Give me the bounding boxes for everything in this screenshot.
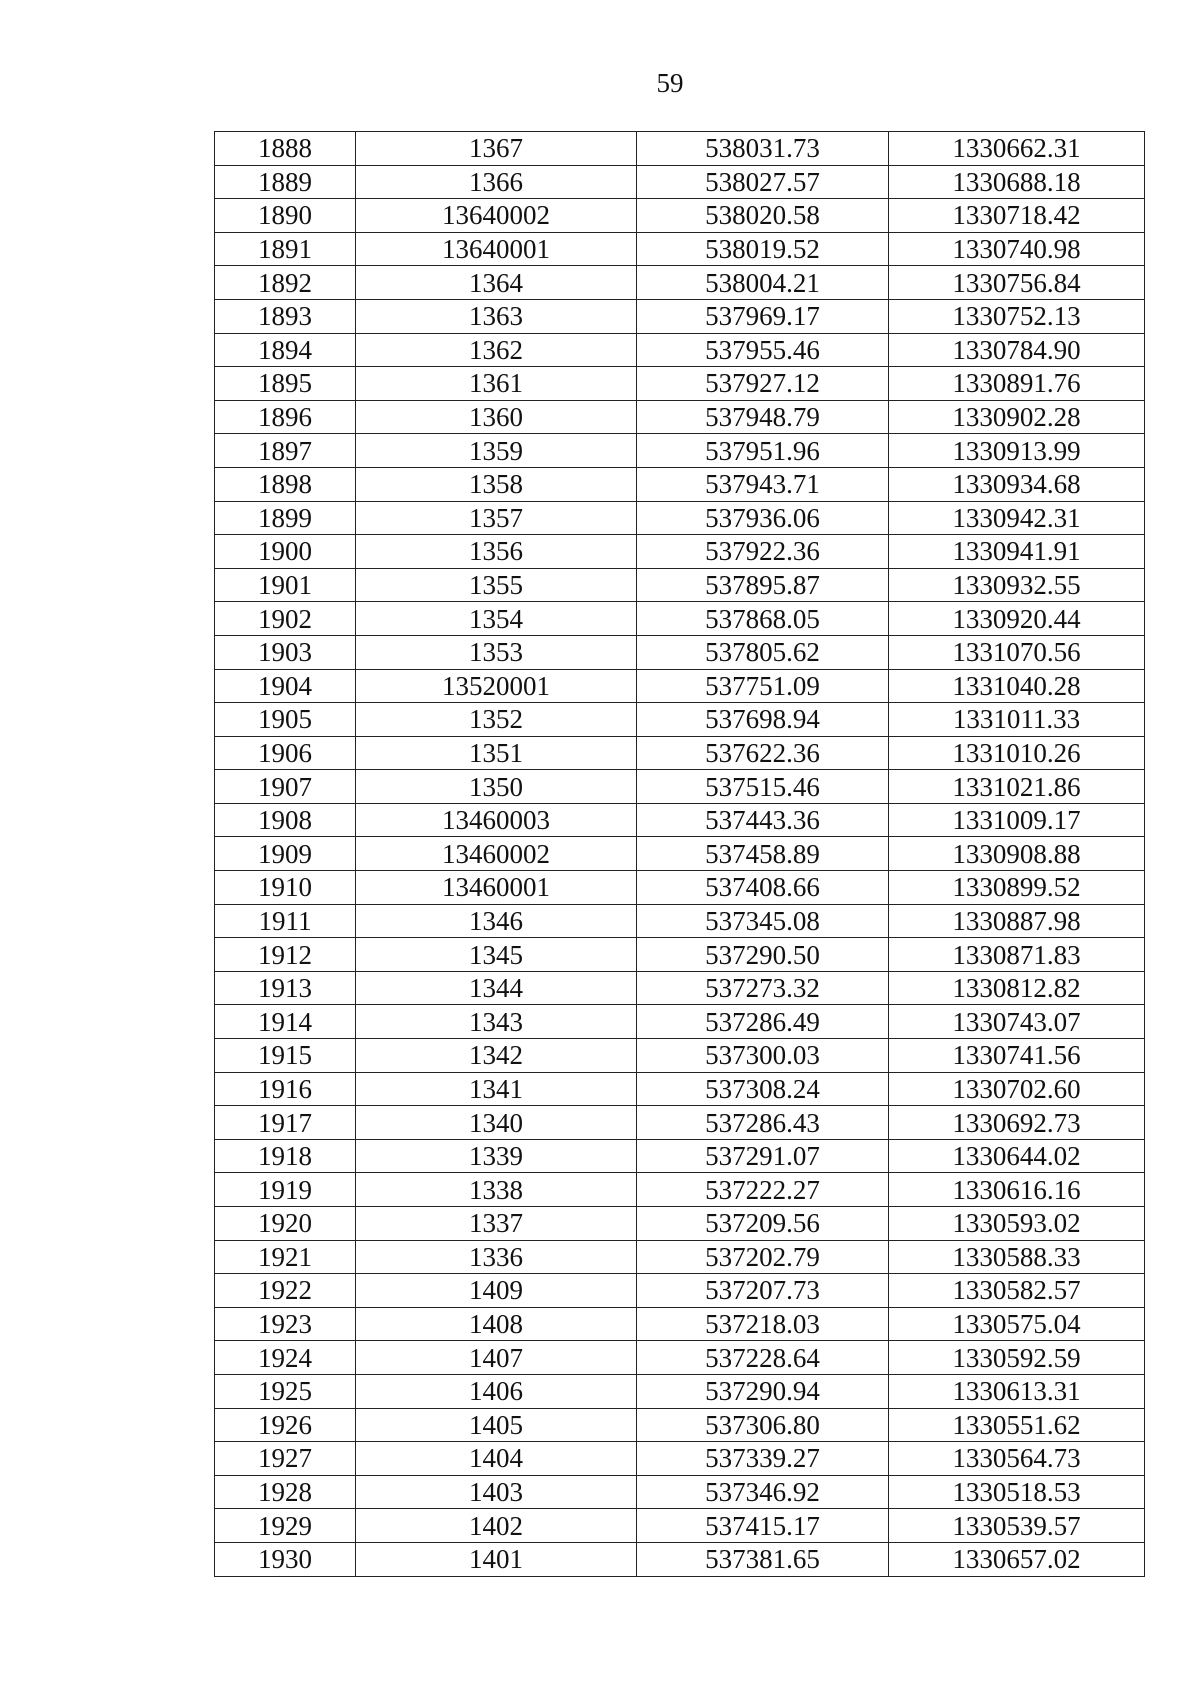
table-row xyxy=(215,1374,1145,1408)
row-number-cell: 1889 xyxy=(215,165,356,199)
y-coordinate-cell: 1330899.52 xyxy=(889,871,1145,905)
table-row xyxy=(215,1106,1145,1140)
table-row xyxy=(215,165,1145,199)
row-number-cell: 1926 xyxy=(215,1408,356,1442)
table-row xyxy=(215,535,1145,569)
x-coordinate-cell: 537951.96 xyxy=(637,434,889,468)
row-number-cell: 1925 xyxy=(215,1374,356,1408)
x-coordinate-cell: 537868.05 xyxy=(637,602,889,636)
point-id-cell: 1364 xyxy=(356,266,637,300)
row-number-cell: 1893 xyxy=(215,299,356,333)
x-coordinate-cell: 537751.09 xyxy=(637,669,889,703)
y-coordinate-cell: 1330616.16 xyxy=(889,1173,1145,1207)
y-coordinate-cell: 1330613.31 xyxy=(889,1374,1145,1408)
row-number-cell: 1891 xyxy=(215,232,356,266)
row-number-cell: 1906 xyxy=(215,736,356,770)
table-row xyxy=(215,400,1145,434)
y-coordinate-cell: 1330908.88 xyxy=(889,837,1145,871)
table-row xyxy=(215,1408,1145,1442)
point-id-cell: 1366 xyxy=(356,165,637,199)
point-id-cell: 1336 xyxy=(356,1240,637,1274)
row-number-cell: 1915 xyxy=(215,1039,356,1073)
table-row xyxy=(215,1509,1145,1543)
coordinates-table xyxy=(214,131,1145,1577)
row-number-cell: 1920 xyxy=(215,1207,356,1241)
x-coordinate-cell: 537515.46 xyxy=(637,770,889,804)
table-row xyxy=(215,1307,1145,1341)
point-id-cell: 1403 xyxy=(356,1475,637,1509)
x-coordinate-cell: 537290.94 xyxy=(637,1374,889,1408)
table-row xyxy=(215,904,1145,938)
table-row xyxy=(215,1139,1145,1173)
row-number-cell: 1922 xyxy=(215,1274,356,1308)
point-id-cell: 13460003 xyxy=(356,803,637,837)
y-coordinate-cell: 1331011.33 xyxy=(889,703,1145,737)
y-coordinate-cell: 1331010.26 xyxy=(889,736,1145,770)
x-coordinate-cell: 537969.17 xyxy=(637,299,889,333)
table-row xyxy=(215,1207,1145,1241)
y-coordinate-cell: 1330644.02 xyxy=(889,1139,1145,1173)
row-number-cell: 1923 xyxy=(215,1307,356,1341)
table-row xyxy=(215,703,1145,737)
row-number-cell: 1888 xyxy=(215,132,356,166)
y-coordinate-cell: 1330662.31 xyxy=(889,132,1145,166)
y-coordinate-cell: 1330741.56 xyxy=(889,1039,1145,1073)
x-coordinate-cell: 537927.12 xyxy=(637,367,889,401)
table-row xyxy=(215,938,1145,972)
y-coordinate-cell: 1331021.86 xyxy=(889,770,1145,804)
point-id-cell: 1358 xyxy=(356,467,637,501)
point-id-cell: 1341 xyxy=(356,1072,637,1106)
table-row xyxy=(215,971,1145,1005)
row-number-cell: 1894 xyxy=(215,333,356,367)
row-number-cell: 1907 xyxy=(215,770,356,804)
row-number-cell: 1910 xyxy=(215,871,356,905)
x-coordinate-cell: 538027.57 xyxy=(637,165,889,199)
x-coordinate-cell: 537345.08 xyxy=(637,904,889,938)
table-row xyxy=(215,635,1145,669)
x-coordinate-cell: 537805.62 xyxy=(637,635,889,669)
x-coordinate-cell: 537339.27 xyxy=(637,1442,889,1476)
y-coordinate-cell: 1330871.83 xyxy=(889,938,1145,972)
x-coordinate-cell: 537936.06 xyxy=(637,501,889,535)
table-row xyxy=(215,1542,1145,1576)
x-coordinate-cell: 537955.46 xyxy=(637,333,889,367)
y-coordinate-cell: 1330588.33 xyxy=(889,1240,1145,1274)
y-coordinate-cell: 1330692.73 xyxy=(889,1106,1145,1140)
table-row xyxy=(215,669,1145,703)
table-row xyxy=(215,333,1145,367)
row-number-cell: 1895 xyxy=(215,367,356,401)
y-coordinate-cell: 1330902.28 xyxy=(889,400,1145,434)
row-number-cell: 1916 xyxy=(215,1072,356,1106)
row-number-cell: 1900 xyxy=(215,535,356,569)
y-coordinate-cell: 1330752.13 xyxy=(889,299,1145,333)
row-number-cell: 1913 xyxy=(215,971,356,1005)
x-coordinate-cell: 537218.03 xyxy=(637,1307,889,1341)
point-id-cell: 1338 xyxy=(356,1173,637,1207)
row-number-cell: 1930 xyxy=(215,1542,356,1576)
table-row xyxy=(215,1341,1145,1375)
row-number-cell: 1917 xyxy=(215,1106,356,1140)
x-coordinate-cell: 537286.49 xyxy=(637,1005,889,1039)
y-coordinate-cell: 1330582.57 xyxy=(889,1274,1145,1308)
row-number-cell: 1905 xyxy=(215,703,356,737)
point-id-cell: 1362 xyxy=(356,333,637,367)
x-coordinate-cell: 537922.36 xyxy=(637,535,889,569)
x-coordinate-cell: 537948.79 xyxy=(637,400,889,434)
x-coordinate-cell: 537308.24 xyxy=(637,1072,889,1106)
row-number-cell: 1929 xyxy=(215,1509,356,1543)
point-id-cell: 13520001 xyxy=(356,669,637,703)
x-coordinate-cell: 537443.36 xyxy=(637,803,889,837)
x-coordinate-cell: 537698.94 xyxy=(637,703,889,737)
x-coordinate-cell: 537209.56 xyxy=(637,1207,889,1241)
table-row xyxy=(215,501,1145,535)
x-coordinate-cell: 538020.58 xyxy=(637,199,889,233)
table-body xyxy=(215,132,1145,1577)
table-row xyxy=(215,1005,1145,1039)
row-number-cell: 1919 xyxy=(215,1173,356,1207)
row-number-cell: 1899 xyxy=(215,501,356,535)
table-row xyxy=(215,803,1145,837)
point-id-cell: 1357 xyxy=(356,501,637,535)
table-row xyxy=(215,434,1145,468)
table-row xyxy=(215,1442,1145,1476)
point-id-cell: 1342 xyxy=(356,1039,637,1073)
x-coordinate-cell: 537290.50 xyxy=(637,938,889,972)
row-number-cell: 1928 xyxy=(215,1475,356,1509)
point-id-cell: 1361 xyxy=(356,367,637,401)
table-row xyxy=(215,1072,1145,1106)
point-id-cell: 1339 xyxy=(356,1139,637,1173)
row-number-cell: 1903 xyxy=(215,635,356,669)
x-coordinate-cell: 538019.52 xyxy=(637,232,889,266)
x-coordinate-cell: 537408.66 xyxy=(637,871,889,905)
table-row xyxy=(215,1274,1145,1308)
x-coordinate-cell: 537306.80 xyxy=(637,1408,889,1442)
table-row xyxy=(215,299,1145,333)
table-row xyxy=(215,1039,1145,1073)
y-coordinate-cell: 1330934.68 xyxy=(889,467,1145,501)
point-id-cell: 1355 xyxy=(356,568,637,602)
y-coordinate-cell: 1331009.17 xyxy=(889,803,1145,837)
row-number-cell: 1896 xyxy=(215,400,356,434)
table-row xyxy=(215,871,1145,905)
y-coordinate-cell: 1330740.98 xyxy=(889,232,1145,266)
row-number-cell: 1909 xyxy=(215,837,356,871)
x-coordinate-cell: 537622.36 xyxy=(637,736,889,770)
point-id-cell: 1351 xyxy=(356,736,637,770)
x-coordinate-cell: 537207.73 xyxy=(637,1274,889,1308)
row-number-cell: 1898 xyxy=(215,467,356,501)
point-id-cell: 1408 xyxy=(356,1307,637,1341)
y-coordinate-cell: 1330688.18 xyxy=(889,165,1145,199)
point-id-cell: 1353 xyxy=(356,635,637,669)
point-id-cell: 1409 xyxy=(356,1274,637,1308)
table-row xyxy=(215,568,1145,602)
point-id-cell: 1405 xyxy=(356,1408,637,1442)
x-coordinate-cell: 537381.65 xyxy=(637,1542,889,1576)
row-number-cell: 1921 xyxy=(215,1240,356,1274)
point-id-cell: 1363 xyxy=(356,299,637,333)
point-id-cell: 13640001 xyxy=(356,232,637,266)
x-coordinate-cell: 538004.21 xyxy=(637,266,889,300)
row-number-cell: 1911 xyxy=(215,904,356,938)
x-coordinate-cell: 537273.32 xyxy=(637,971,889,1005)
y-coordinate-cell: 1330756.84 xyxy=(889,266,1145,300)
point-id-cell: 1346 xyxy=(356,904,637,938)
y-coordinate-cell: 1330564.73 xyxy=(889,1442,1145,1476)
y-coordinate-cell: 1331070.56 xyxy=(889,635,1145,669)
point-id-cell: 1340 xyxy=(356,1106,637,1140)
y-coordinate-cell: 1330812.82 xyxy=(889,971,1145,1005)
y-coordinate-cell: 1330913.99 xyxy=(889,434,1145,468)
x-coordinate-cell: 537943.71 xyxy=(637,467,889,501)
table-row xyxy=(215,467,1145,501)
y-coordinate-cell: 1330920.44 xyxy=(889,602,1145,636)
x-coordinate-cell: 537202.79 xyxy=(637,1240,889,1274)
y-coordinate-cell: 1331040.28 xyxy=(889,669,1145,703)
x-coordinate-cell: 538031.73 xyxy=(637,132,889,166)
row-number-cell: 1892 xyxy=(215,266,356,300)
point-id-cell: 1402 xyxy=(356,1509,637,1543)
row-number-cell: 1924 xyxy=(215,1341,356,1375)
y-coordinate-cell: 1330539.57 xyxy=(889,1509,1145,1543)
table-row xyxy=(215,266,1145,300)
point-id-cell: 1404 xyxy=(356,1442,637,1476)
point-id-cell: 1337 xyxy=(356,1207,637,1241)
table-row xyxy=(215,132,1145,166)
point-id-cell: 1401 xyxy=(356,1542,637,1576)
row-number-cell: 1897 xyxy=(215,434,356,468)
row-number-cell: 1904 xyxy=(215,669,356,703)
table-row xyxy=(215,232,1145,266)
table-row xyxy=(215,199,1145,233)
y-coordinate-cell: 1330718.42 xyxy=(889,199,1145,233)
table-row xyxy=(215,1475,1145,1509)
table-row xyxy=(215,837,1145,871)
y-coordinate-cell: 1330891.76 xyxy=(889,367,1145,401)
y-coordinate-cell: 1330784.90 xyxy=(889,333,1145,367)
y-coordinate-cell: 1330518.53 xyxy=(889,1475,1145,1509)
point-id-cell: 13460001 xyxy=(356,871,637,905)
y-coordinate-cell: 1330941.91 xyxy=(889,535,1145,569)
y-coordinate-cell: 1330575.04 xyxy=(889,1307,1145,1341)
point-id-cell: 1350 xyxy=(356,770,637,804)
row-number-cell: 1912 xyxy=(215,938,356,972)
point-id-cell: 1360 xyxy=(356,400,637,434)
point-id-cell: 13640002 xyxy=(356,199,637,233)
point-id-cell: 1407 xyxy=(356,1341,637,1375)
y-coordinate-cell: 1330942.31 xyxy=(889,501,1145,535)
y-coordinate-cell: 1330593.02 xyxy=(889,1207,1145,1241)
y-coordinate-cell: 1330932.55 xyxy=(889,568,1145,602)
table-row xyxy=(215,770,1145,804)
x-coordinate-cell: 537415.17 xyxy=(637,1509,889,1543)
point-id-cell: 1359 xyxy=(356,434,637,468)
row-number-cell: 1927 xyxy=(215,1442,356,1476)
table-row xyxy=(215,367,1145,401)
x-coordinate-cell: 537286.43 xyxy=(637,1106,889,1140)
point-id-cell: 1352 xyxy=(356,703,637,737)
y-coordinate-cell: 1330592.59 xyxy=(889,1341,1145,1375)
x-coordinate-cell: 537291.07 xyxy=(637,1139,889,1173)
point-id-cell: 1345 xyxy=(356,938,637,972)
row-number-cell: 1901 xyxy=(215,568,356,602)
x-coordinate-cell: 537458.89 xyxy=(637,837,889,871)
y-coordinate-cell: 1330887.98 xyxy=(889,904,1145,938)
x-coordinate-cell: 537346.92 xyxy=(637,1475,889,1509)
point-id-cell: 13460002 xyxy=(356,837,637,871)
x-coordinate-cell: 537228.64 xyxy=(637,1341,889,1375)
row-number-cell: 1890 xyxy=(215,199,356,233)
point-id-cell: 1354 xyxy=(356,602,637,636)
point-id-cell: 1356 xyxy=(356,535,637,569)
point-id-cell: 1344 xyxy=(356,971,637,1005)
point-id-cell: 1367 xyxy=(356,132,637,166)
page-number: 59 xyxy=(656,68,684,98)
table-row xyxy=(215,1173,1145,1207)
row-number-cell: 1918 xyxy=(215,1139,356,1173)
row-number-cell: 1902 xyxy=(215,602,356,636)
table-row xyxy=(215,736,1145,770)
x-coordinate-cell: 537300.03 xyxy=(637,1039,889,1073)
table-row xyxy=(215,602,1145,636)
row-number-cell: 1908 xyxy=(215,803,356,837)
y-coordinate-cell: 1330743.07 xyxy=(889,1005,1145,1039)
table-row xyxy=(215,1240,1145,1274)
x-coordinate-cell: 537895.87 xyxy=(637,568,889,602)
row-number-cell: 1914 xyxy=(215,1005,356,1039)
y-coordinate-cell: 1330657.02 xyxy=(889,1542,1145,1576)
y-coordinate-cell: 1330702.60 xyxy=(889,1072,1145,1106)
point-id-cell: 1406 xyxy=(356,1374,637,1408)
point-id-cell: 1343 xyxy=(356,1005,637,1039)
y-coordinate-cell: 1330551.62 xyxy=(889,1408,1145,1442)
x-coordinate-cell: 537222.27 xyxy=(637,1173,889,1207)
